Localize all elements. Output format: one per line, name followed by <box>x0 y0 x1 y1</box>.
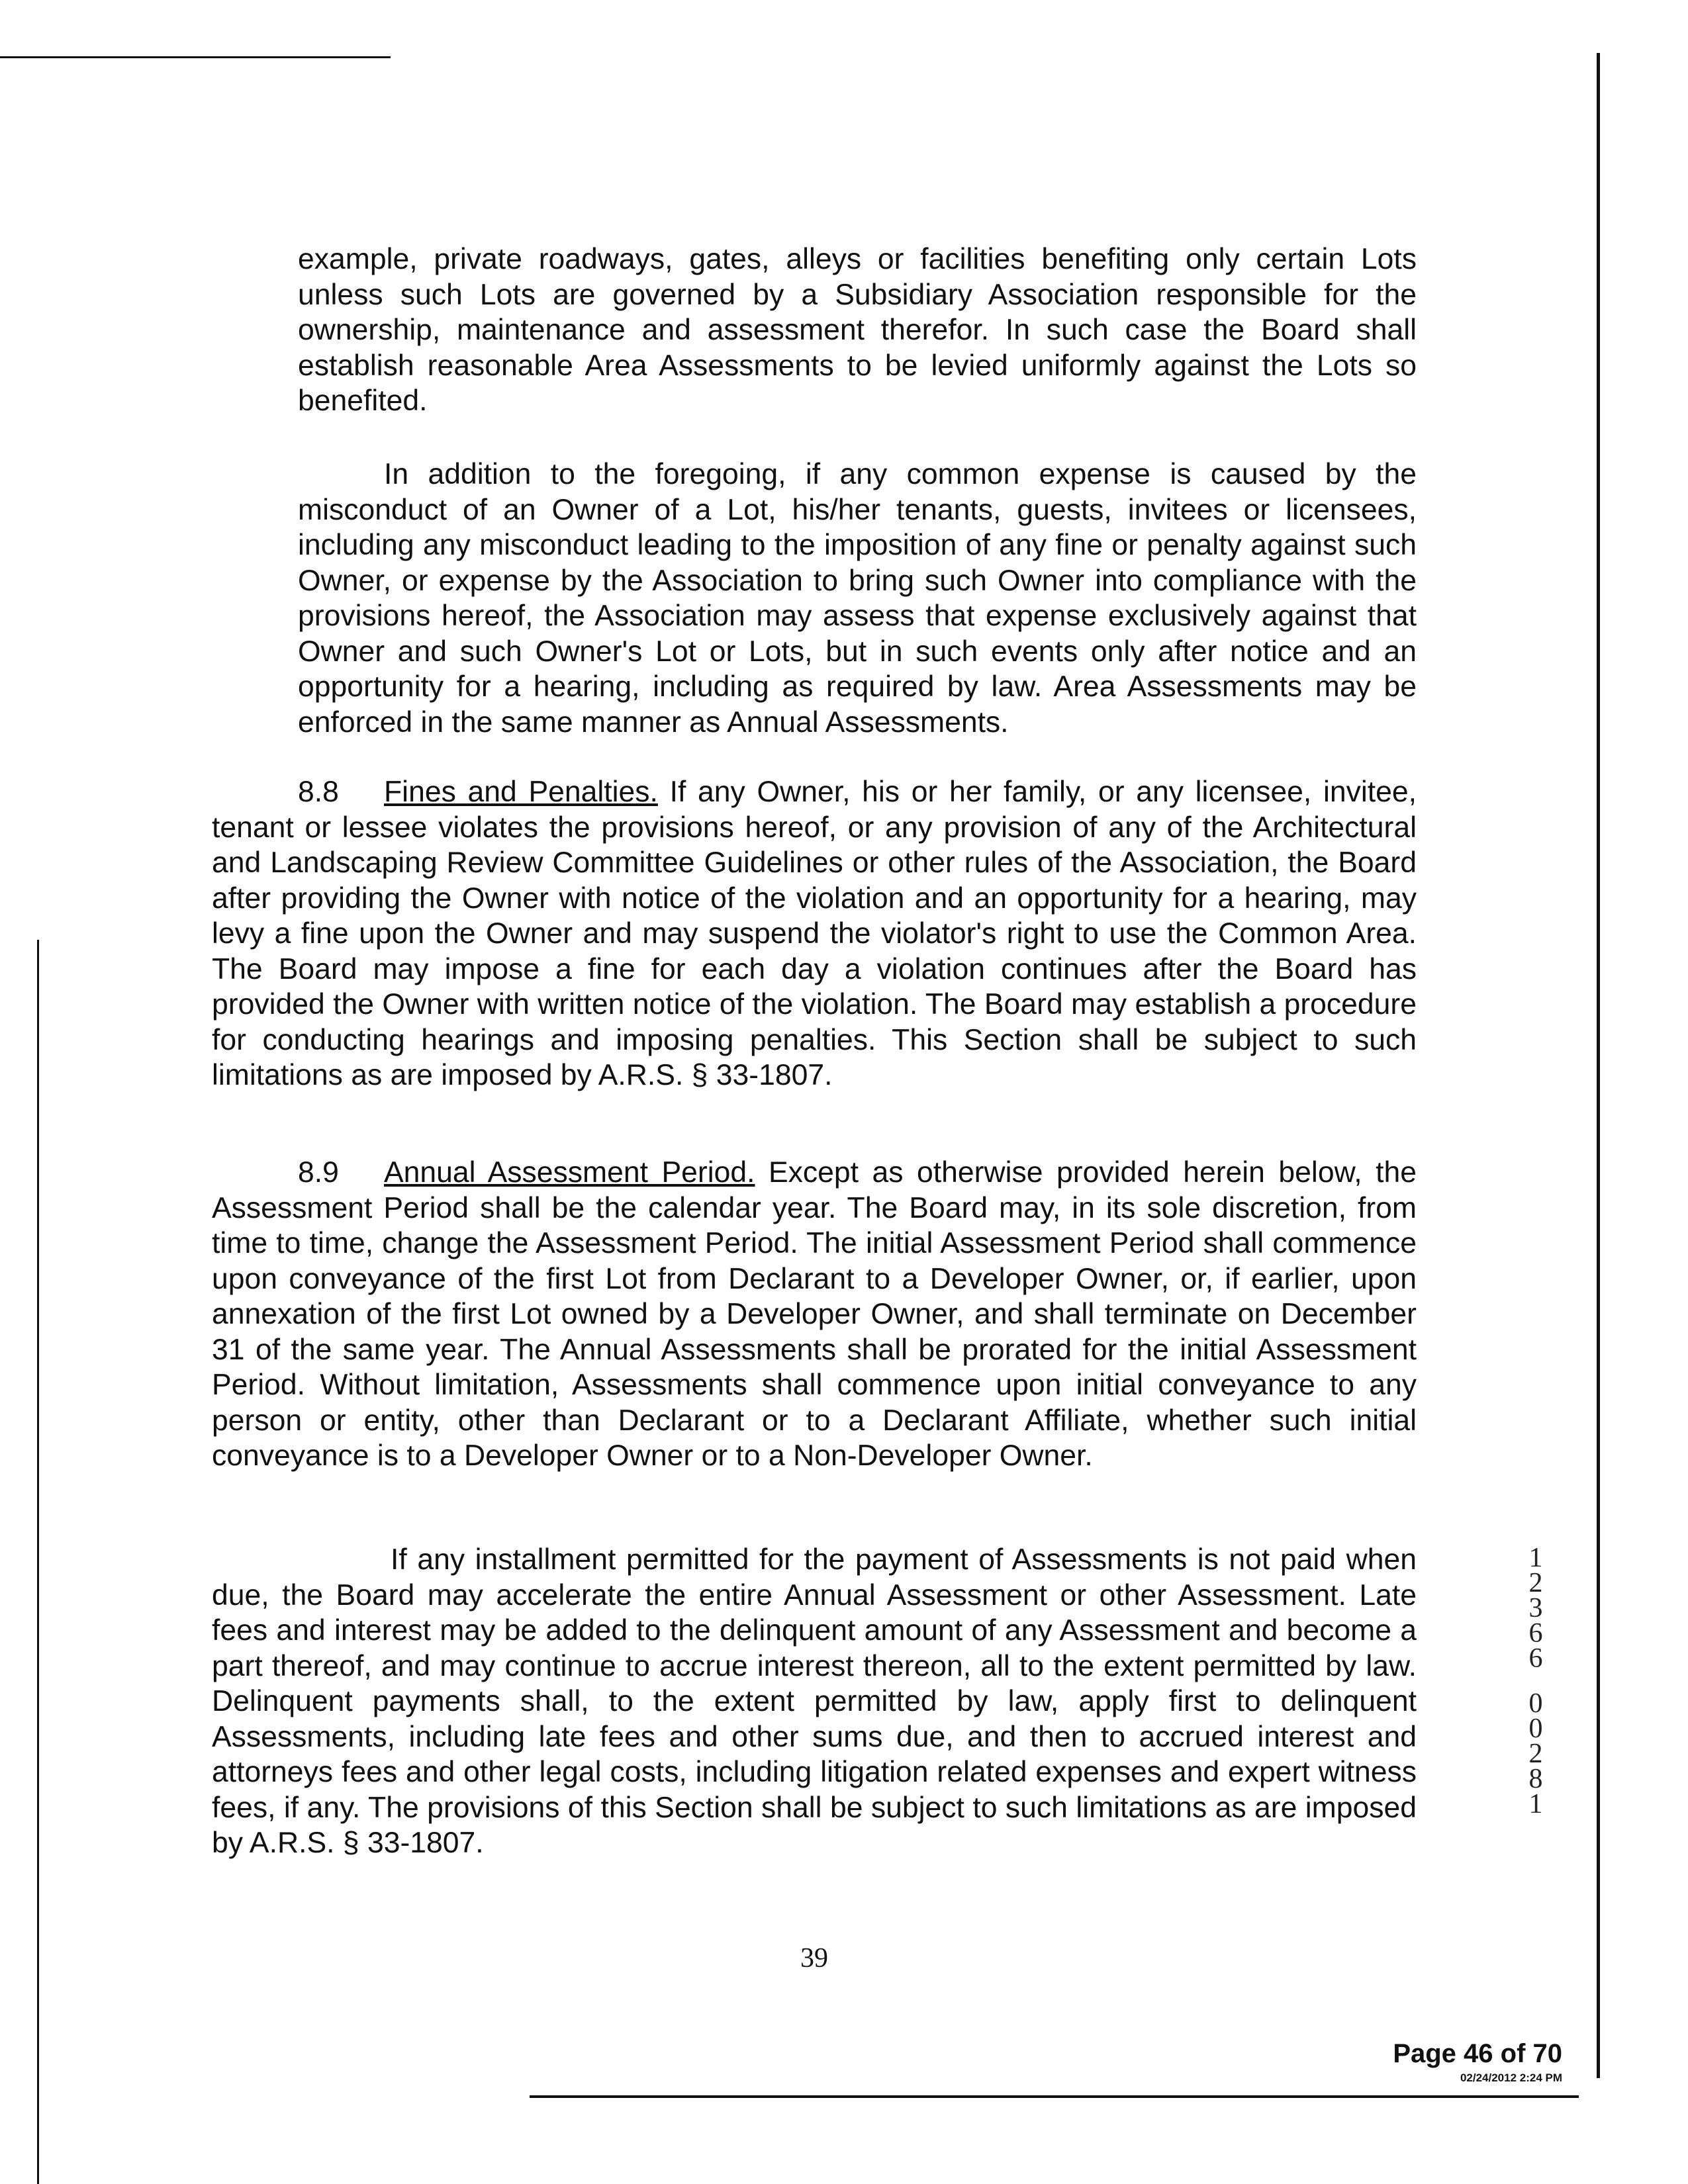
section-8-8: 8.8 Fines and Penalties. If any Owner, his or her family, or any licensee, invitee, tenant or lessee violates the provisions hereof, or any provision of any of the Architectural and Landscaping Review Committee Guidelines or other rules of the Association, the Board after providing the Owner with notice of the violation and an opportunity for a hearing, may levy a fine upon the Owner and may suspend the violator's right to use the Common Area. The Board may impose a fine for each day a violation continues after the Board has provided the Owner with written notice of the violation. The Board may establish a procedure for conducting hearings and imposing penalties. This Section shall be subject to such limitations as are imposed by A.R.S. § 33-1807. <box>212 776 1417 1091</box>
left-margin-line <box>37 940 39 2184</box>
paragraph-area-assessments: example, private roadways, gates, alleys or facilities benefiting only certain Lots unless such Lots are governed by a Subsidiary Association responsible for the ownership, maintenance and assessment therefor. In such case the Board shall establish reasonable Area Assessments to be levied uniformly against the Lots so benefited. <box>298 243 1417 417</box>
recording-timestamp: 02/24/2012 2:24 PM <box>1460 2071 1562 2084</box>
section-title: Annual Assessment Period. <box>384 1156 755 1189</box>
section-title: Fines and Penalties. <box>384 776 658 808</box>
paragraph-installment: If any installment permitted for the payment of Assessments is not paid when due, the Board may accelerate the entire Annual Assessment or other Assessment. Late fees and interest may be added to the delinquent amount of any Assessment and become a part thereof, and may continue to accrue interest thereon, all to the extent permitted by law. Delinquent payments shall, to the extent permitted by law, apply first to delinquent Assessments, including late fees and other sums due, and then to accrued interest and attorneys fees and other legal costs, including litigation related expenses and expert witness fees, if any. The provisions of this Section shall be subject to such limitations as are imposed by A.R.S. § 33-1807. <box>212 1543 1417 1859</box>
section-8-9: 8.9 Annual Assessment Period. Except as otherwise provided herein below, the Assessment Period shall be the calendar year. The Board may, in its sole discretion, from time to time, change the Assessment Period. The initial Assessment Period shall commence upon conveyance of the first Lot from Declarant to a Developer Owner, or, if earlier, upon annexation of the first Lot owned by a Developer Owner, and shall terminate on December 31 of the same year. The Annual Assessments shall be prorated for the initial Assessment Period. Without limitation, Assessments shall commence upon initial conveyance to any person or entity, other than Declarant or to a Declarant Affiliate, whether such initial conveyance is to a Developer Owner or to a Non-Developer Owner. <box>212 1156 1417 1472</box>
document-number-vertical: 1 2 3 6 6 0 0 2 8 1 <box>1528 1543 1543 1819</box>
page-counter: Page 46 of 70 <box>1393 2039 1562 2068</box>
top-left-rule <box>0 56 391 58</box>
section-number: 8.9 <box>298 1156 339 1189</box>
bottom-rule <box>530 2095 1579 2098</box>
page-number: 39 <box>800 1943 828 1974</box>
section-number: 8.8 <box>298 776 339 808</box>
paragraph-misconduct-expense: In addition to the foregoing, if any common expense is caused by the misconduct of an Owner of a Lot, his/her tenants, guests, invitees or licensees, including any misconduct leading to the imposition of any fine or penalty against such Owner, or expense by the Association to bring such Owner into compliance with the provisions hereof, the Association may assess that expense exclusively against that Owner and such Owner's Lot or Lots, but in such events only after notice and an opportunity for a hearing, including as required by law. Area Assessments may be enforced in the same manner as Annual Assessments. <box>298 458 1417 739</box>
right-margin-line <box>1597 53 1600 2078</box>
